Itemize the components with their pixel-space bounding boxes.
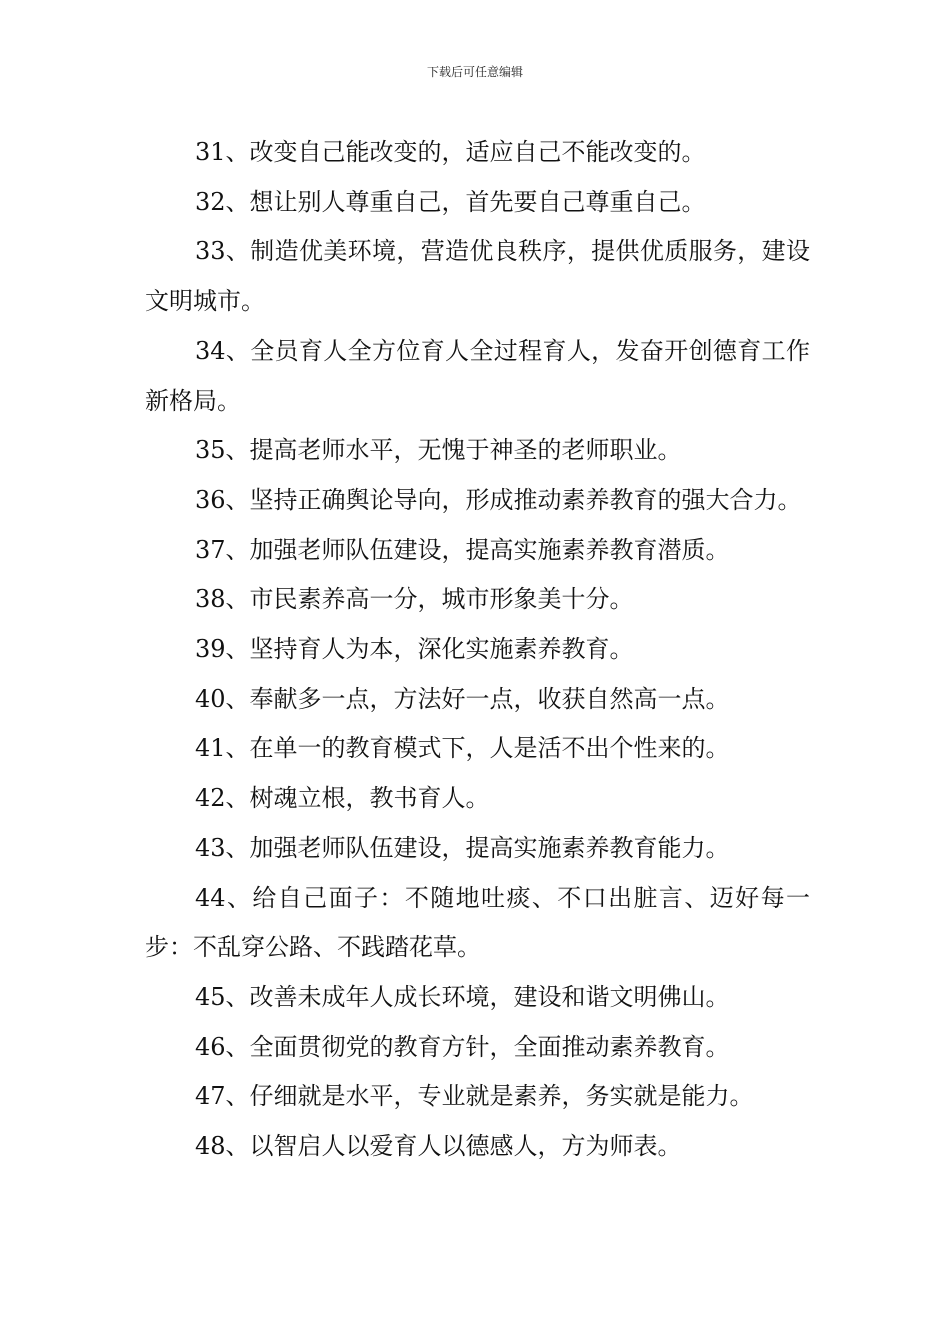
- list-item: 34、全员育人全方位育人全过程育人，发奋开创德育工作新格局。: [145, 336, 810, 415]
- list-item: 42、树魂立根，教书育人。: [195, 784, 490, 813]
- list-item: 41、在单一的教育模式下，人是活不出个性来的。: [195, 734, 730, 763]
- list-item: 40、奉献多一点，方法好一点，收获自然高一点。: [195, 684, 730, 713]
- page-header: 下载后可任意编辑: [426, 65, 523, 79]
- list-item: 43、加强老师队伍建设，提高实施素养教育能力。: [195, 833, 730, 862]
- list-item: 48、以智启人以爱育人以德感人，方为师表。: [195, 1132, 682, 1161]
- list-item: 32、想让别人尊重自己，首先要自己尊重自己。: [195, 187, 706, 216]
- list-item: 33、制造优美环境，营造优良秩序，提供优质服务，建设文明城市。: [145, 237, 810, 316]
- list-item: 37、加强老师队伍建设，提高实施素养教育潜质。: [195, 535, 730, 564]
- list-item: 47、仔细就是水平，专业就是素养，务实就是能力。: [195, 1082, 754, 1111]
- list-item: 46、全面贯彻党的教育方针，全面推动素养教育。: [195, 1032, 730, 1061]
- list-item: 35、提高老师水平，无愧于神圣的老师职业。: [195, 436, 682, 465]
- list-item: 44、给自己面子：不随地吐痰、不口出脏言、迈好每一步：不乱穿公路、不践踏花草。: [145, 883, 810, 962]
- slogan-list: [145, 128, 810, 1172]
- list-item: 38、市民素养高一分，城市形象美十分。: [195, 585, 634, 614]
- list-item: 31、改变自己能改变的，适应自己不能改变的。: [195, 138, 706, 166]
- list-item: 36、坚持正确舆论导向，形成推动素养教育的强大合力。: [195, 485, 802, 514]
- list-item: 39、坚持育人为本，深化实施素养教育。: [195, 635, 634, 664]
- list-item: 45、改善未成年人成长环境，建设和谐文明佛山。: [195, 982, 730, 1011]
